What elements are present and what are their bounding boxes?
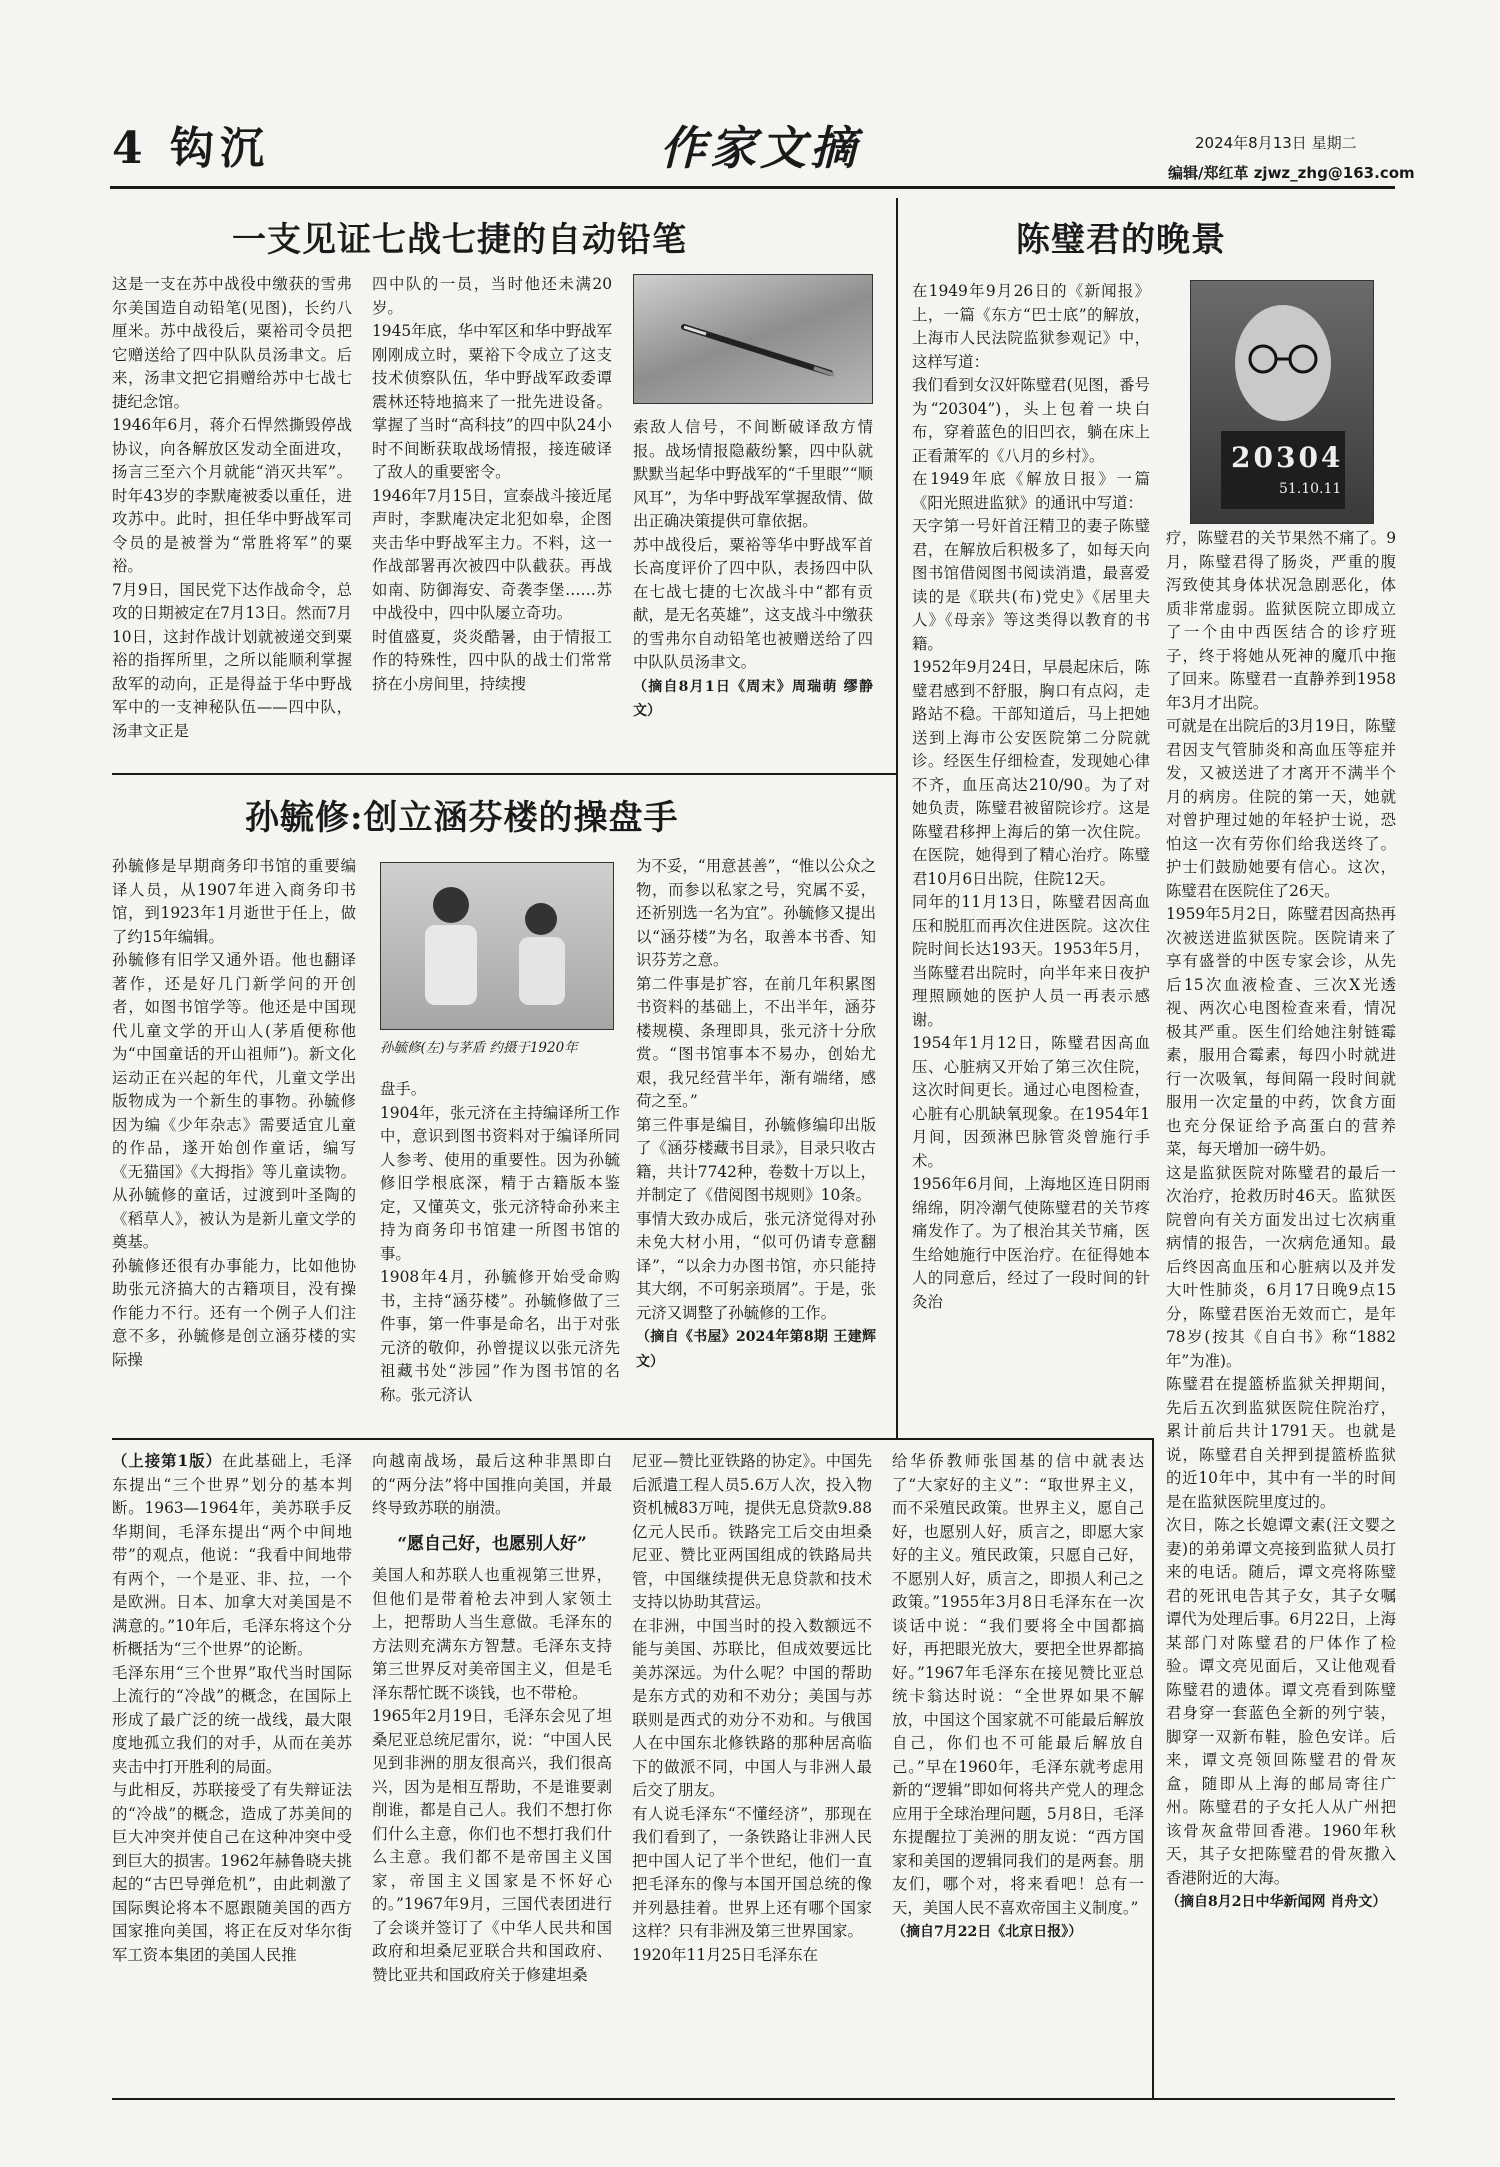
prisoner-placard-date: 51.10.11: [1279, 481, 1342, 497]
article-body-text: 索敌人信号，不间断破译敌方情报。战场情报隐蔽纷繁，四中队就默默当起华中野战军的“千里眼”“顺风耳”，为华中野战军掌握敌情、做出正确决策提供可靠依据。 苏中战役后，粟裕等华中野战军首长高度评价了四中队，表扬四中队在七战七捷的七次战斗中“都有贡献，是无名英雄”，这支战斗中缴获的雪弗尔自动铅笔也被赠送给了四中队队员汤聿文。: [633, 418, 873, 671]
article-body-text: 在此基础上，毛泽东提出“三个世界”划分的基本判断。1963—1964年，美苏联手反华期间，毛泽东提出“两个中间地带”的观点，他说：“我看中间地带有两个，一个是亚、非、拉，一个是欧洲。日本、加拿大对美国是不满意的。”10年后，毛泽东将这个分析概括为“三个世界”的论断。 毛泽东用“三个世界”取代当时国际上流行的“冷战”的概念，在国际上形成了最广泛的统一战线，最大限度地孤立我们的对手，从而在美苏夹击中打开胜利的局面。 与此相反，苏联接受了有失辩证法的“冷战”的概念，造成了苏美间的巨大冲突并使自己在这种冲突中受到巨大的损害。1962年赫鲁晓夫挑起的“古巴导弹危机”，由此刺激了国际舆论将本不愿跟随美国的西方国家推向美国，将正在反对华尔街军工资本集团的美国人民推: [112, 1452, 352, 1964]
article-title: 孙毓修:创立涵芬楼的操盘手: [245, 798, 679, 838]
article-body-column: [892, 1450, 1144, 2095]
header-rule: [110, 186, 1395, 189]
two-men-portrait-icon: [381, 863, 614, 1030]
issue-date: 2024年8月13日 星期二: [1195, 134, 1357, 152]
portrait-photo: [1190, 280, 1374, 524]
article-body-column: 四中队的一员，当时他还未满20岁。 1945年底，华中军区和华中野战军刚刚成立时，粟裕下令成立了这支技术侦察队伍，华中野战军政委谭震林还特地搞来了一批先进设备。掌握了当时“高科技”的四中队24小时不间断获取战场情报，接连破译了敌人的重要密令。 1946年7月15日，宣泰战斗接近尾声时，李默庵决定北犯如皋，企图夹击华中野战军主力。不料，这一作战部署再次被四中队截获。再战如南、防御海安、奇袭李堡……苏中战役中，四中队屡立奇功。 时值盛夏，炎炎酷暑，由于情报工作的特殊性，四中队的战士们常常挤在小房间里，持续搜: [372, 275, 612, 693]
bottom-section-divider: [112, 1438, 1152, 1440]
prisoner-placard-number: 20304: [1231, 441, 1344, 474]
article-body-column: [1166, 527, 1396, 2092]
article-source: （摘自8月1日《周末》周瑞萌 缪静文）: [633, 678, 873, 719]
article-source: （摘自《书屋》2024年第8期 王建辉文）: [636, 1329, 876, 1370]
article-title: 陈璧君的晚景: [1016, 220, 1226, 260]
article-body-text: 为不妥，“用意甚善”，“惟以公众之物，而参以私家之号，究属不妥，还祈别选一名为宜”。孙毓修又提出以“涵芬楼”为名，取善本书香、知识芬芳之意。 第二件事是扩容，在前几年积累图书资料的基础上，不出半年，涵芬楼规模、条理即具，张元济十分欣赏。“图书馆事本不易办，创始尤艰，我兄经营半年，渐有端绪，感荷之至。” 第三件事是编目，孙毓修编印出版了《涵芬楼藏书目录》，目录只收古籍，共计7742种，卷数十万以上，并制定了《借阅图书规则》10条。 事情大致办成后，张元济觉得对孙未免大材小用，“似可仍请专意翻译”，“以余力办图书馆，亦只能持其大纲，不可躬亲琐屑”。于是，张元济又调整了孙毓修的工作。: [636, 857, 876, 1322]
article-body-text: 给华侨教师张国基的信中就表达了“大家好的主义”：“取世界主义，而不采殖民政策。世界主义，愿自己好，也愿别人好，质言之，即愿大家好的主义。殖民政策，只愿自己好，不愿别人好，质言之，即损人利己之政策。”1955年3月8日毛泽东在一次谈话中说：“我们要将全中国都搞好，再把眼光放大，要把全世界都搞好。”1967年毛泽东在接见赞比亚总统卡翁达时说：“全世界如果不解放，中国这个国家就不可能最后解放自己，你们也不可能最后解放自己。”早在1960年，毛泽东就考虑用新的“逻辑”即如何将共产党人的理念应用于全球治理问题，5月8日，毛泽东提醒拉丁美洲的朋友说：“西方国家和美国的逻辑同我们的是两套。朋友们，哪个对，将来看吧！总有一天，美国人民不喜欢帝国主义制度。”: [892, 1452, 1144, 1917]
section-name: 钩沉: [169, 123, 270, 174]
section-subhead: “愿自己好，也愿别人好”: [397, 1533, 587, 1554]
section-divider-horizontal: [112, 773, 896, 775]
article-source: （摘自8月2日中华新闻网 肖舟文）: [1166, 1894, 1387, 1910]
pen-icon: [634, 275, 873, 404]
editor-line: 编辑/郑红革 zjwz_zhg@163.com: [1168, 164, 1415, 182]
portrait-photo: [380, 862, 614, 1030]
pen-photo: [633, 274, 873, 404]
article-body-text: 疗，陈璧君的关节果然不痛了。9月，陈璧君得了肠炎，严重的腹泻致使其身体状况急剧恶化，体质非常虚弱。监狱医院立即成立了一个由中西医结合的诊疗班子，终于将她从死神的魔爪中拖了回来。陈璧君一直静养到1958年3月才出院。 可就是在出院后的3月19日，陈璧君因支气管肺炎和高血压等症并发，又被送进了才离开不满半个月的病房。住院的第一天，她就对曾护理过她的年轻护士说，恐怕这一次有劳你们给我送终了。护士们鼓励她要有信心。这次，陈璧君在医院住了26天。 1959年5月2日，陈璧君因高热再次被送进监狱医院。医院请来了享有盛誉的中医专家会诊，从先后15次血液检查、三次X光透视、两次心电图检查来看，情况极其严重。医生们给她注射链霉素，服用合霉素，每四小时就进行一次吸氧，每间隔一段时间就服用一次定量的中药，饮食方面也充分保证给予高蛋白的营养菜，每天增加一磅牛奶。 这是监狱医院对陈璧君的最后一次治疗，抢救历时46天。监狱医院曾向有关方面发出过七次病重病情的报告，一次病危通知。最后终因高血压和心脏病以及并发大叶性肺炎，6月17日晚9点15分，陈璧君医治无效而亡，是年78岁(按其《自白书》称“1882年”为准)。 陈璧君在提篮桥监狱关押期间，先后五次到监狱医院住院治疗，累计前后共计1791天。也就是说，陈璧君自关押到提篮桥监狱的近10年中，其中有一半的时间是在监狱医院里度过的。 次日，陈之长媳谭文素(汪文婴之妻)的弟弟谭文亮接到监狱人员打来的电话。随后，谭文亮将陈璧君的死讯电告其子女，其子女嘱谭代为处理后事。6月22日，上海某部门对陈璧君的尸体作了检验。谭文亮见面后，又让他观看陈璧君的遗体。谭文亮看到陈璧君身穿一套蓝色全新的列宁装，脚穿一双新布鞋，脸色安详。后来，谭文亮领回陈璧君的骨灰盒，随即从上海的邮局寄往广州。陈璧君的子女托人从广州把该骨灰盒带回香港。1960年秋天，其子女把陈璧君的骨灰撒入香港附近的大海。: [1166, 529, 1396, 1887]
bottom-column-divider: [1152, 1438, 1154, 2098]
footer-rule: [112, 2098, 1395, 2100]
page-section-label: [112, 112, 270, 176]
masthead-logo: 作家文摘: [660, 121, 860, 175]
article-body-text: 美国人和苏联人也重视第三世界，但他们是带着枪去冲到人家领土上，把帮助人当生意做。毛泽东的方法则充满东方智慧。毛泽东支持第三世界反对美帝国主义，但是毛泽东帮忙既不谈钱，也不带枪。 1965年2月19日，毛泽东会见了坦桑尼亚总统尼雷尔，说：“中国人民见到非洲的朋友很高兴，我们很高兴，因为是相互帮助，不是谁要剥削谁，都是自己人。我们不想打你们什么主意，你们也不想打我们什么主意。我们都不是帝国主义国家，帝国主义国家是不怀好心的。”1967年9月，三国代表团进行了会谈并签订了《中华人民共和国政府和坦桑尼亚联合共和国政府、赞比亚共和国政府关于修建坦桑: [372, 1566, 612, 1984]
photo-caption: 孙毓修(左)与茅盾 约摄于1920年: [380, 1040, 578, 1056]
article-title: 一支见证七战七捷的自动铅笔: [232, 220, 687, 260]
article-body-column: [112, 1450, 352, 2095]
article-body-column: [372, 1450, 612, 2095]
article-body-column: [636, 855, 876, 1430]
page-number: 4: [112, 123, 149, 174]
article-body-column: 盘手。 1904年，张元济在主持编译所工作中，意识到图书资料对于编译所同人参考、使用的重要性。因为孙毓修旧学根底深，精于古籍版本鉴定，又懂英文，张元济特命孙来主持为商务印书馆建一所图书馆的事。 1908年4月，孙毓修开始受命购书，主持“涵芬楼”。孙毓修做了三件事，第一件事是命名，出于对张元济的敬仰，孙曾提议以张元济先祖藏书处“涉园”作为图书馆的名称。张元济认: [380, 1080, 620, 1404]
article-body-column: 尼亚—赞比亚铁路的协定》。中国先后派遣工程人员5.6万人次，投入物资机械83万吨，提供无息贷款9.88亿元人民币。铁路完工后交由坦桑尼亚、赞比亚两国组成的铁路局共管，中国继续提供无息贷款和技术支持以协助其营运。 在非洲，中国当时的投入数额远不能与美国、苏联比，但成效要远比美苏深远。为什么呢？中国的帮助是东方式的劝和不劝分；美国与苏联则是西式的劝分不劝和。与俄国人在中国东北修铁路的那种居高临下的做派不同，中国人与非洲人最后交了朋友。 有人说毛泽东“不懂经济”，那现在我们看到了，一条铁路让非洲人民把中国人记了半个世纪，他们一直把毛泽东的像与本国开国总统的像并列悬挂着。世界上还有哪个国家这样？只有非洲及第三世界国家。 1920年11月25日毛泽东在: [632, 1452, 872, 1964]
article-body-text: 向越南战场，最后这种非黑即白的“两分法”将中国推向美国，并最终导致苏联的崩溃。: [372, 1452, 612, 1517]
column-divider-vertical: [896, 198, 898, 1438]
article-body-column: 孙毓修是早期商务印书馆的重要编译人员，从1907年进入商务印书馆，到1923年1月逝世于任上，做了约15年编辑。 孙毓修有旧学又通外语。他也翻译著作，还是好几门新学问的开创者，如图书馆学等。他还是中国现代儿童文学的开山人(茅盾便称他为“中国童话的开山祖师”)。新文化运动正在兴起的年代，儿童文学出版物成为一个新生的事物。孙毓修因为编《少年杂志》需要适宜儿童的作品，遂开始创作童话，编写《无猫国》《大拇指》等儿童读物。从孙毓修的童话，过渡到叶圣陶的《稻草人》，被认为是新儿童文学的奠基。 孙毓修还很有办事能力，比如他协助张元济搞大的古籍项目，没有操作能力不行。还有一个例子人们注意不多，孙毓修是创立涵芬楼的实际操: [112, 857, 356, 1369]
article-body-column: 在1949年9月26日的《新闻报》上，一篇《东方“巴士底”的解放，上海市人民法院监狱参观记》中，这样写道： 我们看到女汉奸陈璧君(见图，番号为“20304”)，头上包着一块白布，穿着蓝色的旧凹衣，躺在床上正看萧军的《八月的乡村》。 在1949年底《解放日报》一篇《阳光照进监狱》的通讯中写道： 天字第一号奸首汪精卫的妻子陈璧君，在解放后积极多了，如每天向图书馆借阅图书阅读消遣，最喜爱读的是《联共(布)党史》《居里夫人》《母亲》等这类得以教育的书籍。 1952年9月24日，早晨起床后，陈璧君感到不舒服，胸口有点闷，走路站不稳。干部知道后，马上把她送到上海市公安医院第二分院就诊。经医生仔细检查，发现她心律不齐，血压高达210/90。为了对她负责，陈璧君被留院诊疗。这是陈璧君移押上海后的第一次住院。在医院，她得到了精心治疗。陈璧君10月6日出院，住院12天。 同年的11月13日，陈璧君因高血压和脱肛而再次住进医院。这次住院时间长达193天。1953年5月，当陈璧君出院时，向半年来日夜护理照顾她的医护人员一再表示感谢。 1954年1月12日，陈璧君因高血压、心脏病又开始了第三次住院，这次时间更长。通过心电图检查，心脏有心肌缺氧现象。在1954年1月间，因颈淋巴脉管炎曾施行手术。 1956年6月间，上海地区连日阴雨绵绵，阴冷潮气使陈璧君的关节疼痛发作了。为了根治其关节痛，医生给她施行中医治疗。在征得她本人的同意后，经过了一段时间的针灸治: [912, 282, 1150, 1311]
continuation-label: （上接第1版）: [112, 1452, 222, 1470]
article-body-column: [633, 416, 873, 761]
article-body-column: 这是一支在苏中战役中缴获的雪弗尔美国造自动铅笔(见图)，长约八厘米。苏中战役后，粟裕司令员把它赠送给了四中队队员汤聿文。后来，汤聿文把它捐赠给苏中七战七捷纪念馆。 1946年6月，蒋介石悍然撕毁停战协议，向各解放区发动全面进攻，扬言三至六个月就能“消灭共军”。时年43岁的李默庵被委以重任，进攻苏中。此时，担任华中野战军司令员的是被誉为“常胜将军”的粟裕。 7月9日，国民党下达作战命令，总攻的日期被定在7月13日。然而7月10日，这封作战计划就被递交到粟裕的指挥所里，之所以能顺利掌握敌军的动向，正是得益于华中野战军中的一支神秘队伍——四中队，汤聿文正是: [112, 275, 352, 740]
article-source: （摘自7月22日《北京日报》）: [892, 1924, 1083, 1940]
